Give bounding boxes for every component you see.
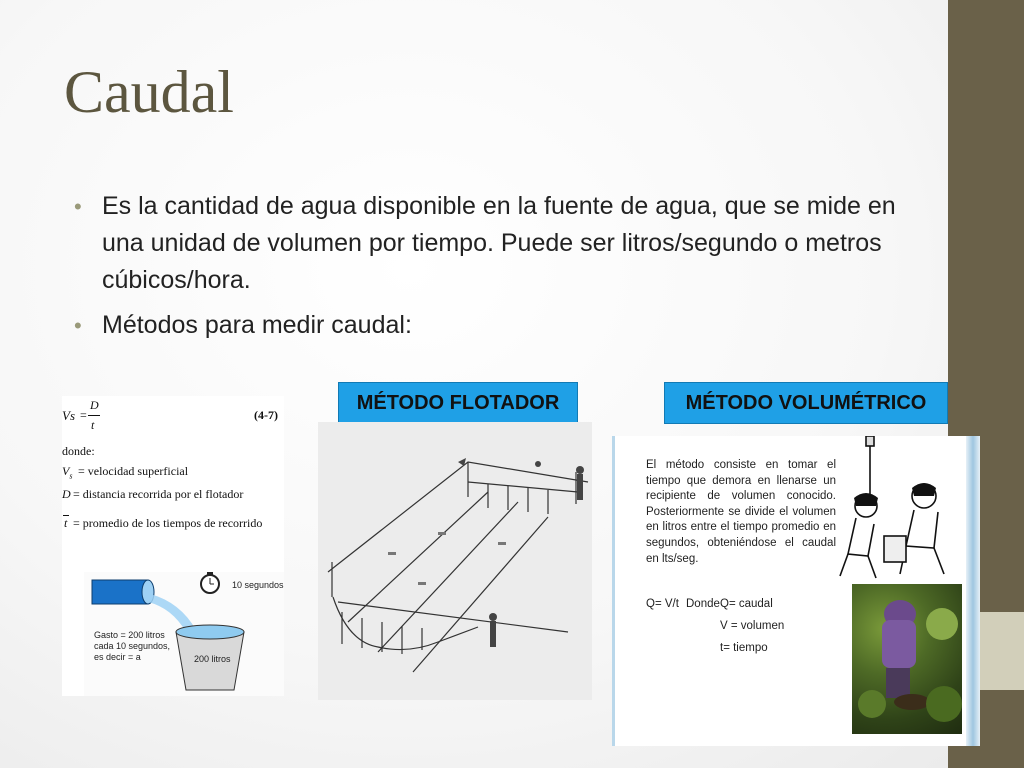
gasto-line-3: es decir = a <box>94 652 141 662</box>
formula-panel: Vs = D t (4-7) donde: $V_s$ = velocidad superficial D = distancia recorrida por el flotador t = promedio de los tiempos de recorrido 10 segundos Gasto = 200 litros cada 10 segundos, es decir = a 200 litros <box>62 396 284 696</box>
def-distancia: = distancia recorrida por el flotador <box>73 487 244 501</box>
formula-d: D <box>90 398 99 412</box>
sidebar-accent <box>978 612 1024 690</box>
bullet-dot-icon: • <box>74 194 82 219</box>
def-tiempo: = promedio de los tiempos de recorrido <box>73 516 263 530</box>
timer-label: 10 segundos <box>232 580 284 590</box>
bullet-definition <box>74 188 914 299</box>
gasto-line-2: cada 10 segundos, <box>94 641 171 651</box>
equation-number: (4-7) <box>254 408 278 422</box>
bullet-text: Es la cantidad de agua disponible en la fuente de agua, que se mide en una unidad de volumen por tiempo. Puede ser litros/segundo o metros cúbicos/hora. <box>102 192 896 294</box>
def-volumen: V = volumen <box>720 620 785 632</box>
volumetric-method-panel <box>612 436 980 746</box>
formula-equals: = <box>80 408 87 422</box>
channel-drawing-svg <box>318 422 592 700</box>
formula-vs: Vs <box>62 408 75 423</box>
bullet-list <box>74 188 914 352</box>
volumetric-donde: Donde <box>686 598 720 610</box>
float-method-illustration <box>318 422 592 700</box>
formula-t: t <box>91 418 95 432</box>
volumetric-description: El método consiste en tomar el tiempo que demora en llenarse un recipiente de volumen conocido. Posteriormente se divide el volumen en litros entre el tiempo promedio en segundos, obteniéndose el caudal en lts/seg. <box>646 459 836 565</box>
bucket-illustration <box>84 572 284 696</box>
donde-label: donde: <box>62 444 95 458</box>
method-flotador-label: MÉTODO FLOTADOR <box>338 382 578 424</box>
method-volumetrico-label: MÉTODO VOLUMÉTRICO <box>664 382 948 424</box>
field-photo <box>852 584 962 734</box>
slide-title: Caudal <box>64 59 234 125</box>
fraction-bar <box>88 415 100 416</box>
volumetric-formula: Q= V/t <box>646 598 679 610</box>
bullet-methods <box>74 307 914 344</box>
def-velocidad: = velocidad superficial <box>78 464 189 478</box>
def-tiempo-vol: t= tiempo <box>720 642 768 654</box>
people-measuring-illustration <box>834 436 964 584</box>
bullet-text: Métodos para medir caudal: <box>102 311 412 339</box>
bucket-label: 200 litros <box>194 654 231 664</box>
def-caudal: Q= caudal <box>720 598 773 610</box>
gasto-line-1: Gasto = 200 litros <box>94 630 165 640</box>
bullet-dot-icon: • <box>74 313 82 338</box>
